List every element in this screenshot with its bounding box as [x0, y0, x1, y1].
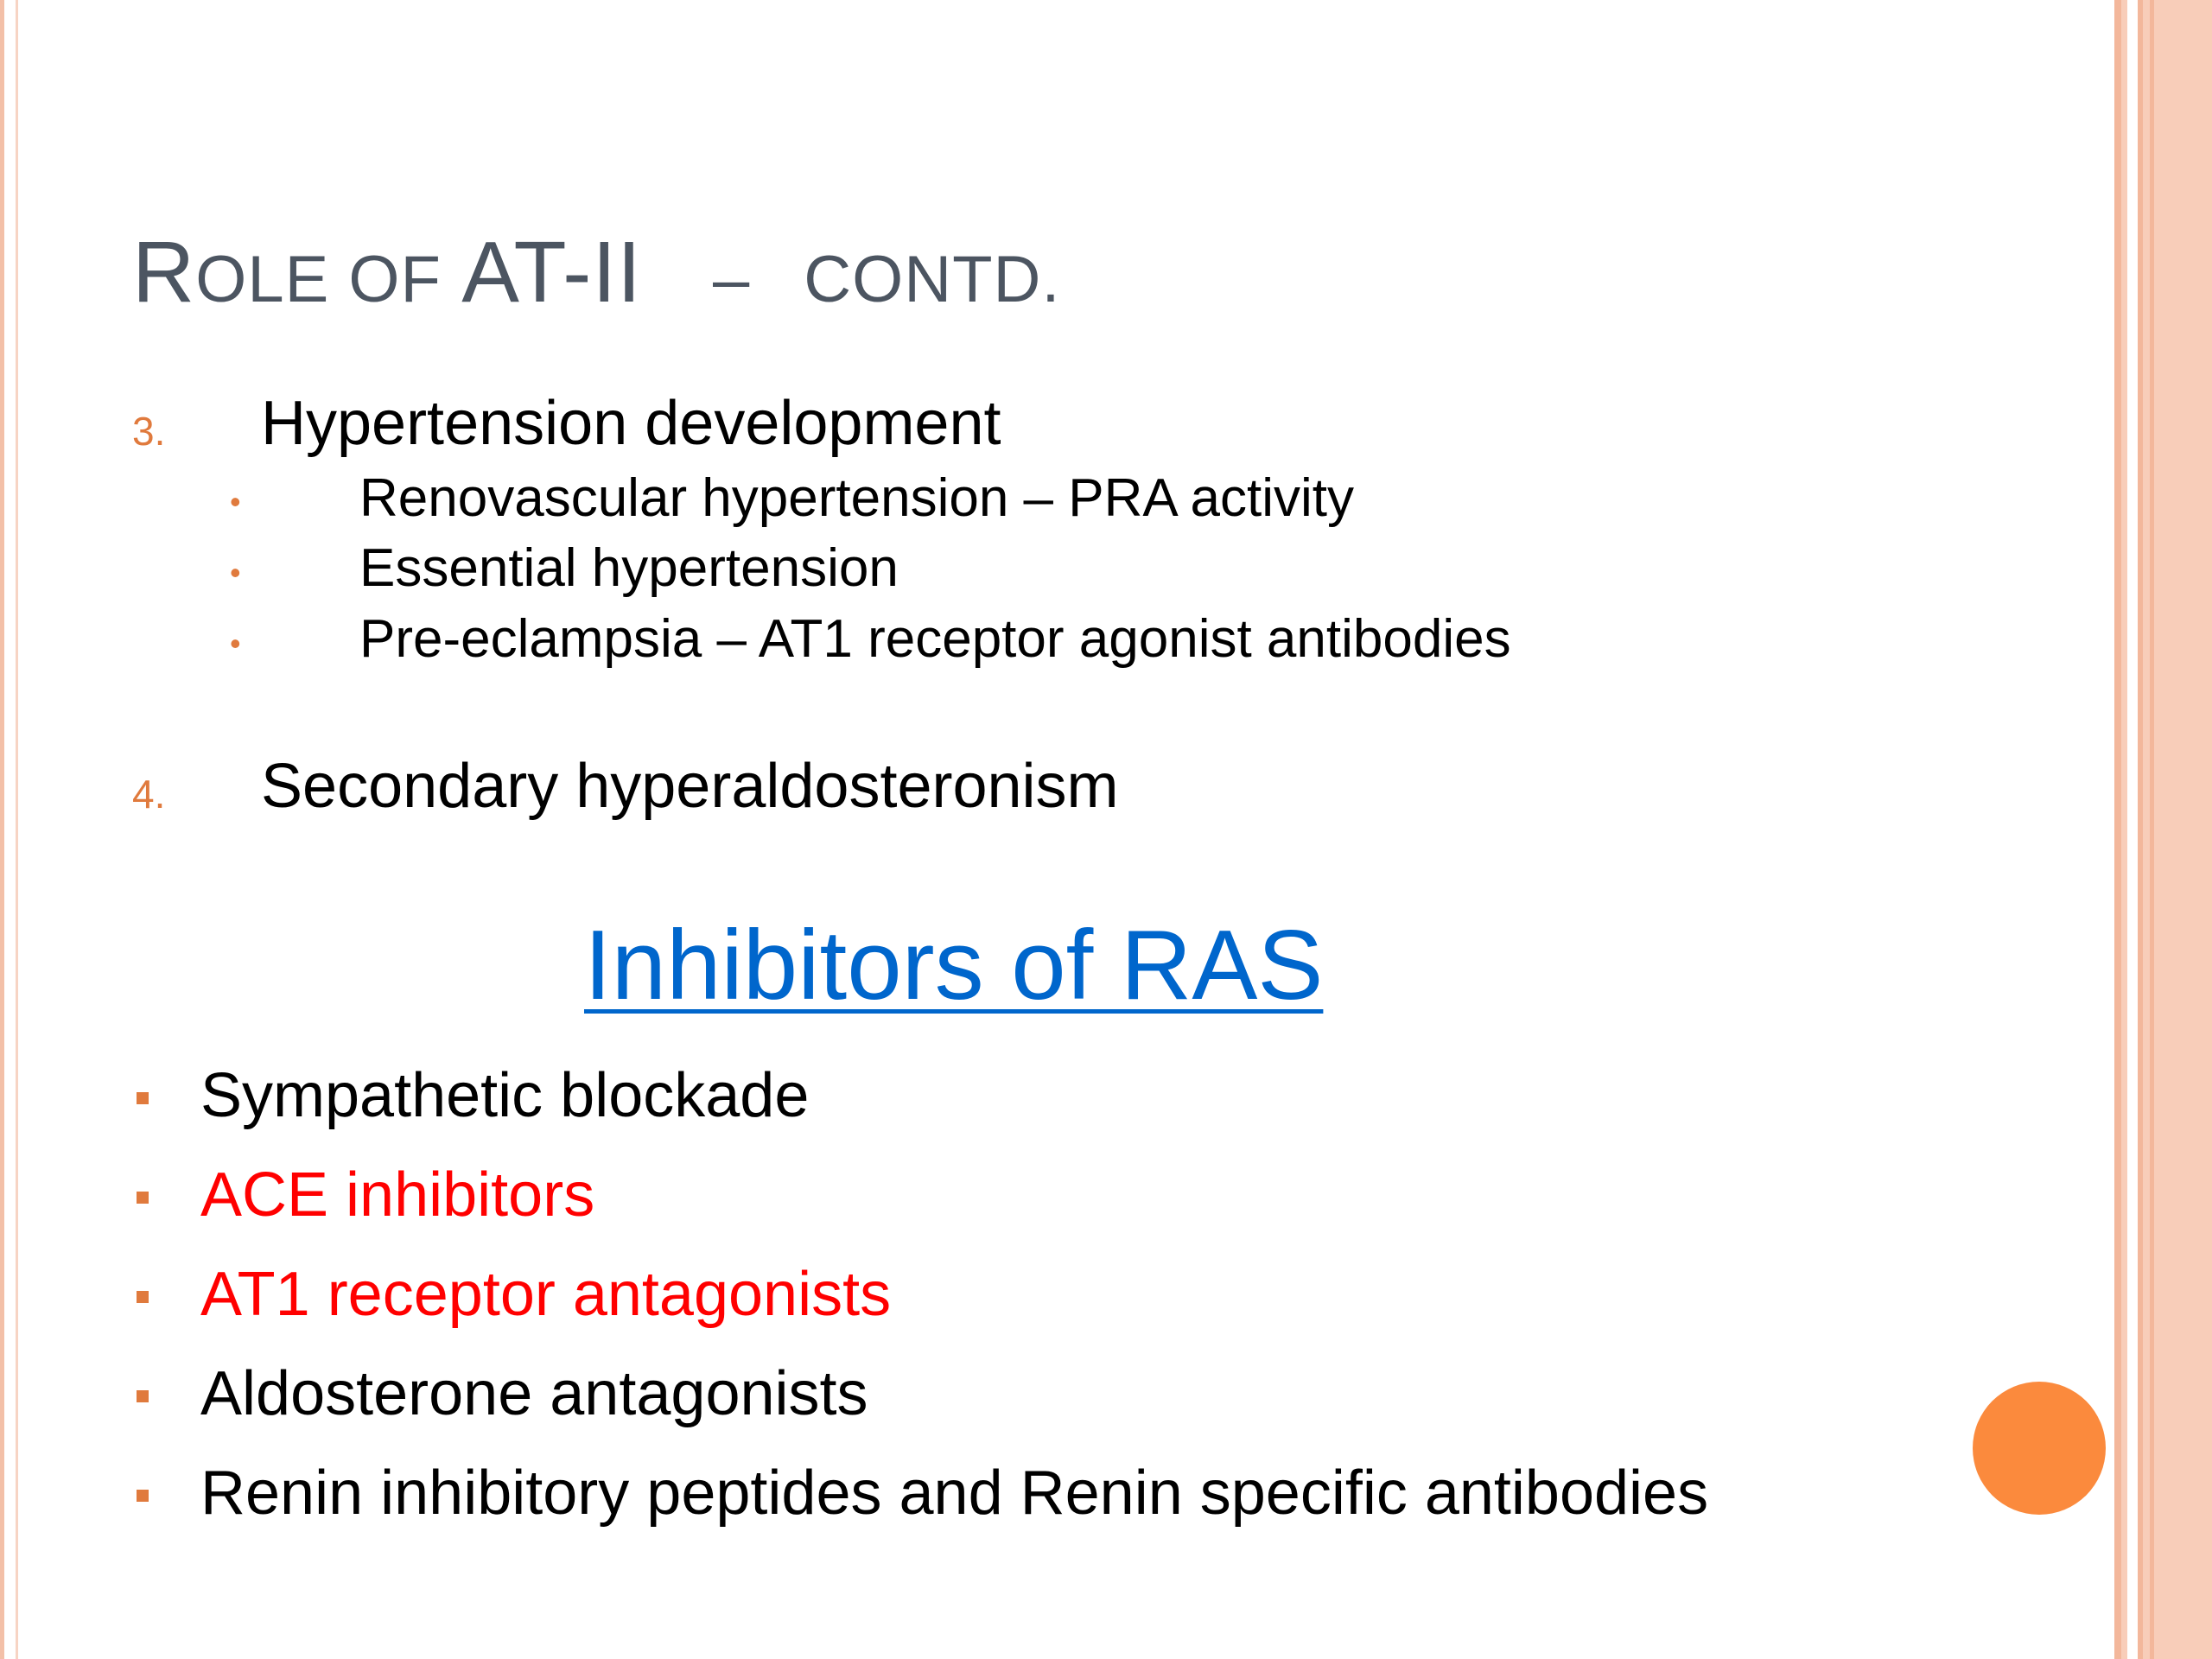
sub-bullet-icon: • — [230, 626, 241, 661]
right-decorative-line — [2150, 0, 2154, 1659]
left-border — [0, 0, 4, 1659]
list-item: Secondary hyperaldosteronism — [261, 752, 1119, 821]
right-decorative-line — [2138, 0, 2143, 1659]
bullet-item: Sympathetic blockade — [200, 1061, 810, 1130]
title-at-ii: AT-II — [461, 224, 642, 321]
sub-bullet-icon: • — [230, 484, 241, 519]
bullet-item: Renin inhibitory peptides and Renin specific antibodies — [200, 1459, 1709, 1528]
title-contd: CONTD. — [804, 243, 1061, 316]
slide-title — [132, 223, 1061, 322]
square-bullet-icon — [137, 1291, 149, 1303]
bullet-item: AT1 receptor antagonists — [200, 1260, 892, 1329]
title-initial: R — [132, 224, 196, 321]
right-decorative-line — [2114, 0, 2121, 1659]
square-bullet-icon — [137, 1092, 149, 1104]
square-bullet-icon — [137, 1390, 149, 1402]
bullet-item: ACE inhibitors — [200, 1160, 595, 1230]
list-number: 4. — [132, 772, 166, 817]
title-dash: – — [712, 243, 751, 316]
title-smallcaps: OLE OF — [195, 243, 442, 316]
decorative-circle — [1973, 1382, 2106, 1515]
sub-list-item: Pre-eclampsia – AT1 receptor agonist antibodies — [359, 609, 1511, 669]
sub-bullet-icon: • — [230, 555, 241, 590]
square-bullet-icon — [137, 1490, 149, 1502]
right-decorative-gap — [2127, 0, 2138, 1659]
section-heading: Inhibitors of RAS — [584, 911, 1324, 1020]
left-border-inner — [16, 0, 18, 1659]
list-item: Hypertension development — [261, 389, 1001, 458]
sub-list-item: Renovascular hypertension – PRA activity — [359, 468, 1355, 528]
bullet-item: Aldosterone antagonists — [200, 1359, 868, 1428]
square-bullet-icon — [137, 1192, 149, 1204]
sub-list-item: Essential hypertension — [359, 538, 899, 598]
list-number: 3. — [132, 409, 166, 454]
